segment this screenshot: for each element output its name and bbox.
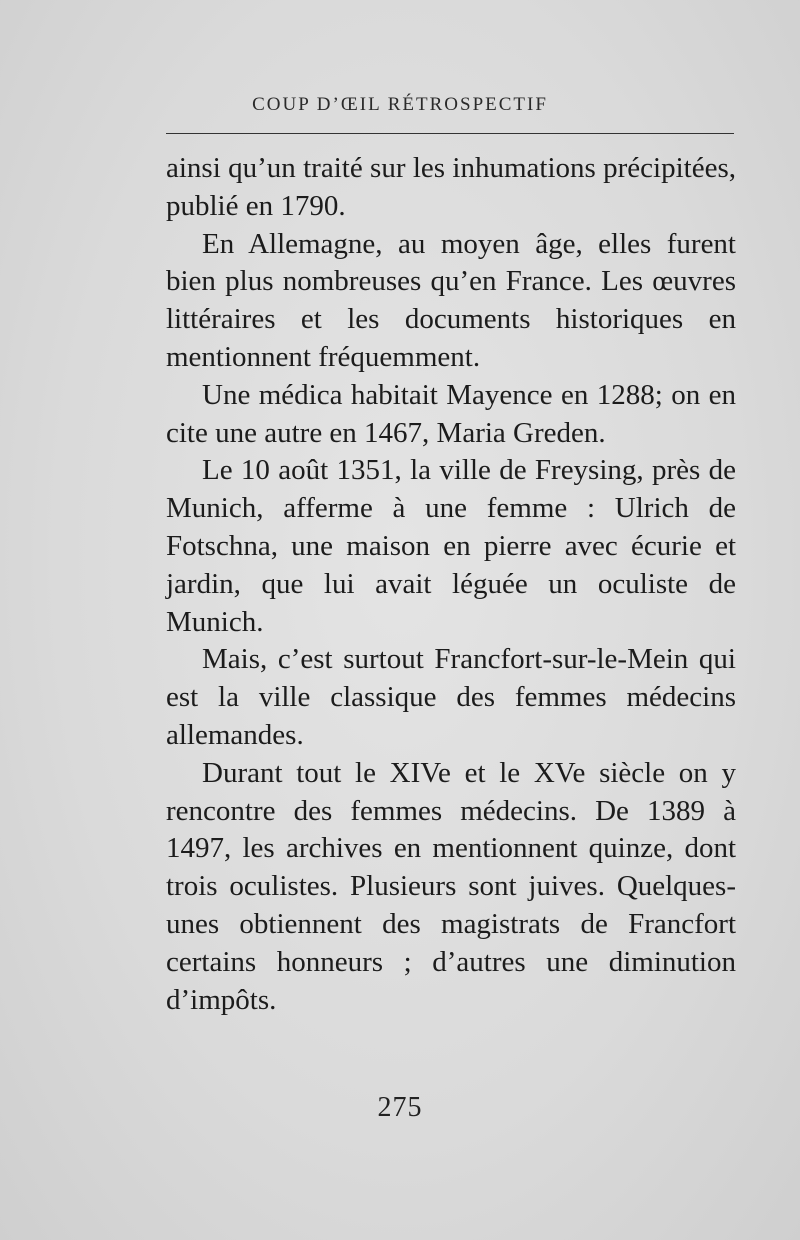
page-number: 275 [377,1092,423,1123]
running-head: COUP D’ŒIL RÉTROSPECTIF [252,94,548,115]
header-rule [166,133,734,134]
paragraph: Mais, c’est surtout Francfort-sur-le-Mein qui est la ville classique des femmes médecins allemandes. [166,643,736,751]
paragraph: Durant tout le XIVe et le XVe siècle on y rencontre des femmes médecins. De 1389 à 1497, les archives en mentionnent quinze, dont trois oculistes. Plusieurs sont juives. Quelques-unes obtiennent des magistrats de Francfort certains honneurs ; d’autres une diminution d’impôts. [166,756,736,1016]
paragraph: Le 10 août 1351, la ville de Freysing, près de Munich, afferme à une femme : Ulrich de Fotschna, une maison en pierre avec écurie et jardin, que lui avait léguée un oculiste de Munich. [166,454,736,638]
paragraph: En Allemagne, au moyen âge, elles furent bien plus nombreuses qu’en France. Les œuvres littéraires et les documents historiques en mentionnent fréquemment. [166,227,736,373]
paragraph: Une médica habitait Mayence en 1288; on en cite une autre en 1467, Maria Greden. [166,378,736,449]
paragraph-continuation: ainsi qu’un traité sur les inhumations précipitées, publié en 1790. [166,152,736,222]
body-text [166,150,736,1019]
